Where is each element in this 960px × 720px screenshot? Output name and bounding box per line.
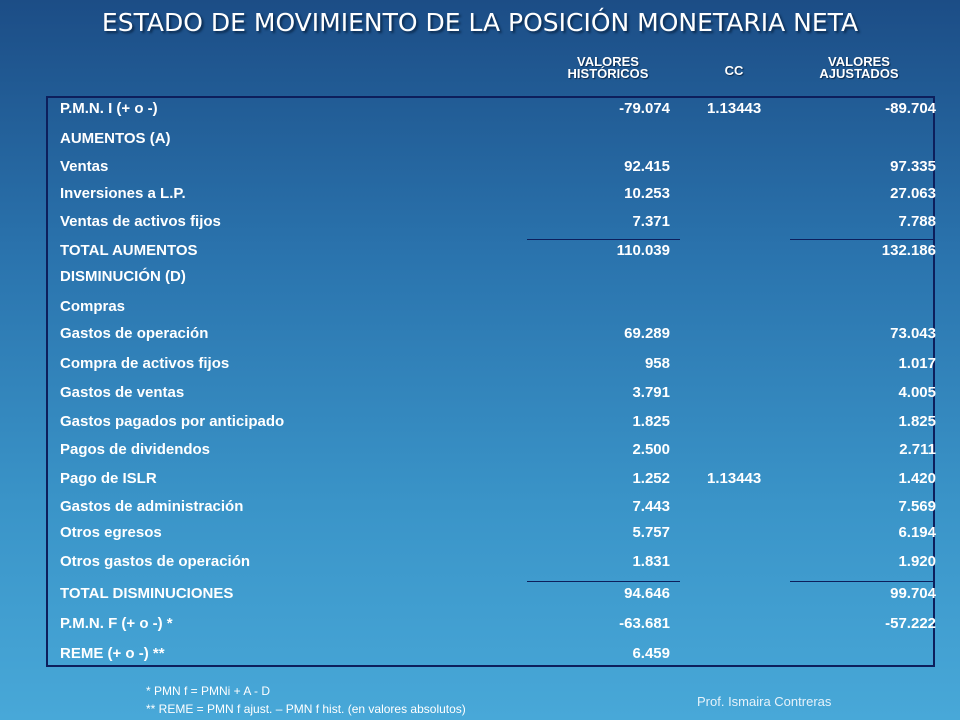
value-ajustado: 6.194	[898, 524, 936, 541]
header-cc: CC	[724, 63, 744, 78]
value-ajustado: 27.063	[890, 185, 936, 202]
table-row	[0, 268, 960, 290]
row-label: Gastos de ventas	[60, 384, 185, 401]
table-row	[0, 384, 960, 406]
footnote-pmn-formula: * PMN f = PMNi + A - D	[146, 684, 271, 698]
row-label: Ventas	[60, 158, 109, 175]
table-row	[0, 298, 960, 320]
header-adj-line1: VALORES	[828, 54, 890, 69]
total-aumentos-underline-adj	[790, 239, 935, 240]
value-historico: 6.459	[632, 645, 670, 662]
value-historico: 1.252	[632, 470, 670, 487]
row-label: P.M.N. F (+ o -) *	[60, 615, 173, 632]
table-row	[0, 213, 960, 235]
value-historico: 110.039	[616, 242, 670, 259]
value-ajustado: 132.186	[881, 242, 936, 259]
value-ajustado: 7.788	[898, 213, 936, 230]
value-ajustado: 99.704	[890, 585, 936, 602]
header-adj-line2: AJUSTADOS	[819, 66, 899, 81]
row-label: TOTAL AUMENTOS	[60, 242, 198, 259]
value-historico: 7.443	[632, 498, 670, 515]
table-row	[0, 645, 960, 667]
value-ajustado: 1.420	[898, 470, 936, 487]
table-row	[0, 355, 960, 377]
value-historico: 958	[644, 355, 670, 372]
value-historico: 7.371	[632, 213, 670, 230]
value-ajustado: 1.825	[898, 413, 936, 430]
value-ajustado: -57.222	[885, 615, 936, 632]
table-row	[0, 615, 960, 637]
total-disminuciones-underline-adj	[790, 581, 935, 582]
row-label: Gastos pagados por anticipado	[60, 413, 285, 430]
total-aumentos-underline-hist	[527, 239, 680, 240]
value-historico: 1.825	[632, 413, 670, 430]
row-label: Otros egresos	[60, 524, 162, 541]
value-ajustado: 2.711	[899, 441, 936, 458]
footnote-reme-formula: ** REME = PMN f ajust. – PMN f hist. (en valores absolutos)	[146, 702, 466, 716]
row-label: Ventas de activos fijos	[60, 213, 221, 230]
value-historico: 3.791	[632, 384, 670, 401]
row-label: Gastos de operación	[60, 325, 209, 342]
row-label: P.M.N. I (+ o -)	[60, 100, 158, 117]
row-label: Compras	[60, 298, 126, 315]
value-historico: 5.757	[632, 524, 670, 541]
row-label: Gastos de administración	[60, 498, 244, 515]
value-historico: -79.074	[619, 100, 670, 117]
table-row	[0, 158, 960, 180]
table-row	[0, 585, 960, 607]
author-credit: Prof. Ismaira Contreras	[697, 694, 832, 709]
value-historico: -63.681	[619, 615, 670, 632]
row-label: Compra de activos fijos	[60, 355, 230, 372]
row-label: Pago de ISLR	[60, 470, 157, 487]
value-cc: 1.13443	[707, 470, 762, 487]
row-label: Inversiones a L.P.	[60, 185, 186, 202]
value-ajustado: 97.335	[890, 158, 936, 175]
table-row	[0, 553, 960, 575]
page-title: ESTADO DE MOVIMIENTO DE LA POSICIÓN MONETARIA NETA	[101, 8, 859, 37]
table-row	[0, 498, 960, 520]
value-historico: 2.500	[632, 441, 670, 458]
table-row	[0, 441, 960, 463]
value-historico: 94.646	[624, 585, 670, 602]
total-disminuciones-underline-hist	[527, 581, 680, 582]
value-ajustado: 1.920	[898, 553, 936, 570]
value-historico: 69.289	[624, 325, 670, 342]
header-valores-ajustados	[804, 56, 914, 80]
row-label: AUMENTOS (A)	[60, 130, 171, 147]
row-label: REME (+ o -) **	[60, 645, 165, 662]
header-hist-line2: HISTÓRICOS	[567, 66, 649, 81]
row-label: DISMINUCIÓN (D)	[60, 268, 186, 285]
value-cc: 1.13443	[707, 100, 762, 117]
table-row	[0, 325, 960, 347]
row-label: TOTAL DISMINUCIONES	[60, 585, 234, 602]
header-hist-line1: VALORES	[577, 54, 639, 69]
value-historico: 1.831	[632, 553, 670, 570]
table-row	[0, 470, 960, 492]
value-ajustado: 73.043	[890, 325, 936, 342]
value-ajustado: 7.569	[898, 498, 936, 515]
table-row	[0, 524, 960, 546]
value-ajustado: 4.005	[898, 384, 936, 401]
header-valores-historicos	[553, 56, 663, 80]
value-ajustado: 1.017	[898, 355, 936, 372]
row-label: Otros gastos de operación	[60, 553, 251, 570]
table-row	[0, 242, 960, 264]
value-historico: 92.415	[624, 158, 670, 175]
table-row	[0, 130, 960, 152]
table-row	[0, 100, 960, 122]
value-ajustado: -89.704	[885, 100, 936, 117]
value-historico: 10.253	[624, 185, 670, 202]
table-row	[0, 185, 960, 207]
row-label: Pagos de dividendos	[60, 441, 211, 458]
table-row	[0, 413, 960, 435]
